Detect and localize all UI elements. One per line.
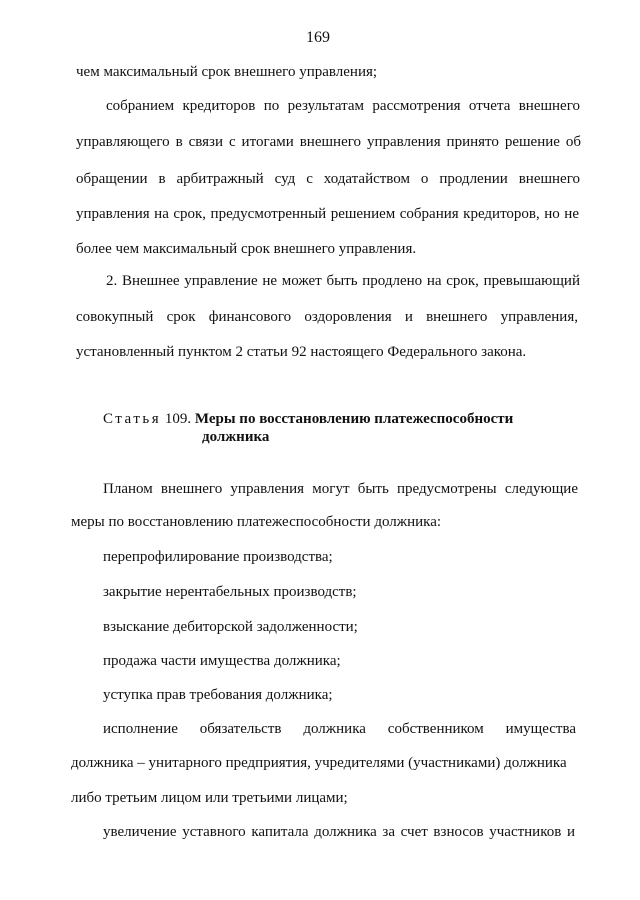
text-line: установленный пунктом 2 статьи 92 настоящего Федерального закона. [76,344,527,360]
list-item: перепрофилирование производства; [103,549,333,565]
page-number: 169 [306,29,330,46]
list-item: увеличение уставного капитала должника за счет взносов участников и [103,824,575,840]
text-line: обращении в арбитражный суд с ходатайством о продлении внешнего [76,171,580,187]
article-title: Меры по восстановлению платежеспособности [194,411,514,427]
list-item: взыскание дебиторской задолженности; [103,619,358,635]
article-title-continued: должника [202,429,270,445]
text-line: совокупный срок финансового оздоровления и внешнего управления, [76,309,578,325]
text-line: меры по восстановлению платежеспособности должника: [71,514,442,530]
text-line: 2. Внешнее управление не может быть продлено на срок, превышающий [106,273,580,289]
text-line: более чем максимальный срок внешнего управления. [76,241,417,257]
text-line: собранием кредиторов по результатам рассмотрения отчета внешнего [106,98,580,114]
text-line: либо третьим лицом или третьими лицами; [71,790,348,806]
article-label: Статья [103,411,162,427]
text-line: Планом внешнего управления могут быть предусмотрены следующие [103,481,578,497]
list-item: закрытие нерентабельных производств; [103,584,357,600]
text-line: управляющего в связи с итогами внешнего управления принято решение об [76,134,581,150]
text-line: управления на срок, предусмотренный решением собрания кредиторов, но не [76,206,579,222]
article-number: 109. [164,411,192,427]
list-item: уступка прав требования должника; [103,687,333,703]
text-line: чем максимальный срок внешнего управления; [76,64,378,80]
text-line: должника – унитарного предприятия, учредителями (участниками) должника [71,755,567,771]
list-item: продажа части имущества должника; [103,653,341,669]
list-item: исполнение обязательств должника собственником имущества [103,721,576,737]
article-heading [103,410,513,428]
